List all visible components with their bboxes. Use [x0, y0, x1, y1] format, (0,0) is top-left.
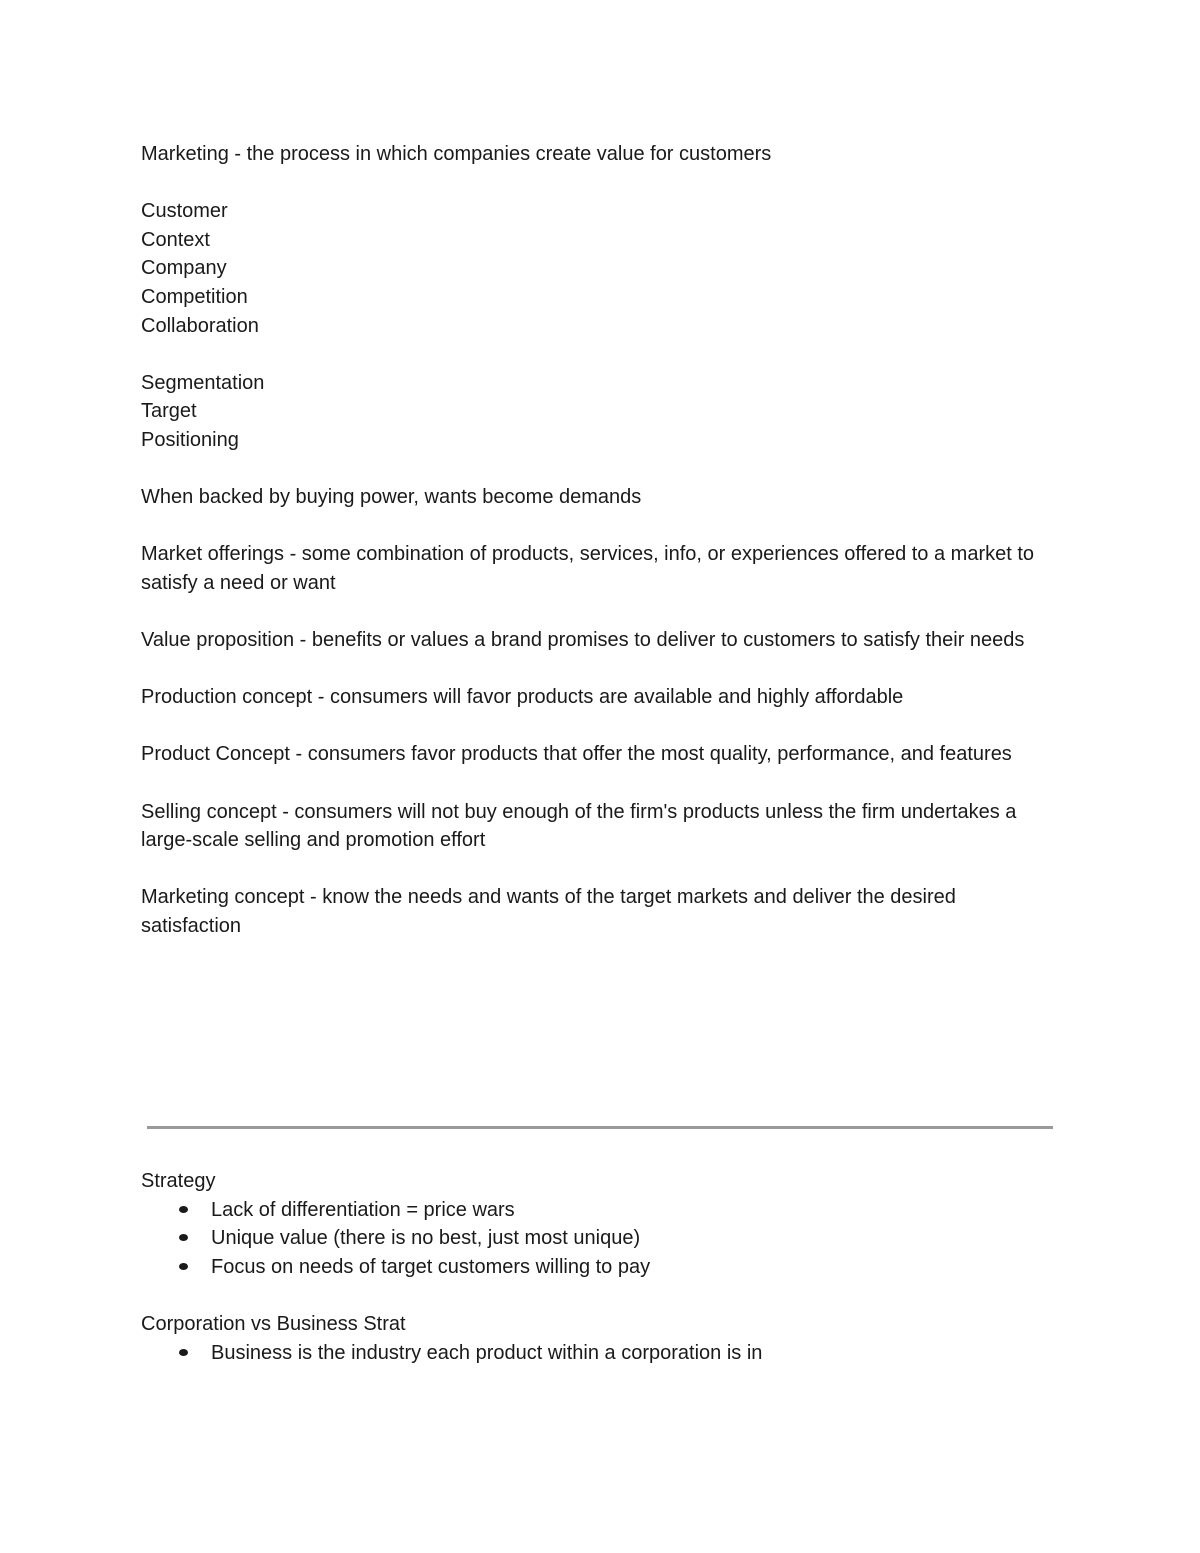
stp-item: Segmentation: [141, 371, 265, 394]
bullet-icon: [179, 1349, 188, 1356]
bullet-icon: [179, 1263, 188, 1270]
document-body: [141, 140, 1051, 941]
strategy-bullet-list: [141, 1196, 1051, 1282]
five-cs-item: Customer: [141, 200, 228, 223]
bullet-text: Unique value (there is no best, just most unique): [211, 1227, 641, 1250]
marketing-definition: Marketing - the process in which companies create value for customers: [141, 143, 772, 165]
list-item: [175, 1339, 1051, 1368]
spacer: [141, 598, 1051, 627]
five-cs-item: Context: [141, 228, 210, 251]
stp-item: Target: [141, 400, 197, 423]
note-paragraph: Value proposition - benefits or values a brand promises to deliver to customers to satisfy their needs: [141, 629, 1025, 652]
spacer: [141, 712, 1051, 741]
stp-item: Positioning: [141, 428, 239, 451]
note-paragraph: Selling concept - consumers will not buy enough of the firm's products unless the firm undertakes a large-scale selling and promotion effort: [141, 800, 1017, 852]
bullet-text: Business is the industry each product within a corporation is in: [211, 1341, 763, 1364]
spacer: [141, 169, 1051, 198]
spacer: [141, 455, 1051, 484]
strategy-section: [141, 1167, 1051, 1367]
corp-vs-business-heading: Corporation vs Business Strat: [141, 1312, 406, 1335]
strategy-heading: Strategy: [141, 1170, 216, 1192]
five-cs-item: Company: [141, 257, 227, 280]
list-item: [175, 1224, 1051, 1253]
spacer: [141, 655, 1051, 684]
spacer: [141, 769, 1051, 798]
bullet-text: Lack of differentiation = price wars: [211, 1198, 515, 1221]
note-paragraph: Marketing concept - know the needs and wants of the target markets and deliver the desired satisfaction: [141, 886, 956, 938]
note-paragraph: Market offerings - some combination of products, services, info, or experiences offered to a market to satisfy a need or want: [141, 543, 1035, 594]
spacer: [141, 340, 1051, 369]
corp-vs-business-bullet-list: [141, 1339, 1051, 1368]
five-cs-item: Competition: [141, 285, 248, 308]
list-item: [175, 1253, 1051, 1282]
bullet-text: Focus on needs of target customers willing to pay: [211, 1255, 651, 1278]
spacer: [141, 1281, 1051, 1310]
list-item: [175, 1196, 1051, 1225]
bullet-icon: [179, 1234, 188, 1241]
bullet-icon: [179, 1206, 188, 1213]
five-cs-item: Collaboration: [141, 314, 259, 337]
note-paragraph: Production concept - consumers will favor products are available and highly affordable: [141, 686, 904, 709]
spacer: [141, 512, 1051, 541]
note-paragraph: When backed by buying power, wants become demands: [141, 486, 642, 509]
spacer: [141, 855, 1051, 884]
note-paragraph: Product Concept - consumers favor products that offer the most quality, performance, and features: [141, 743, 1012, 766]
horizontal-divider: [147, 1126, 1053, 1129]
